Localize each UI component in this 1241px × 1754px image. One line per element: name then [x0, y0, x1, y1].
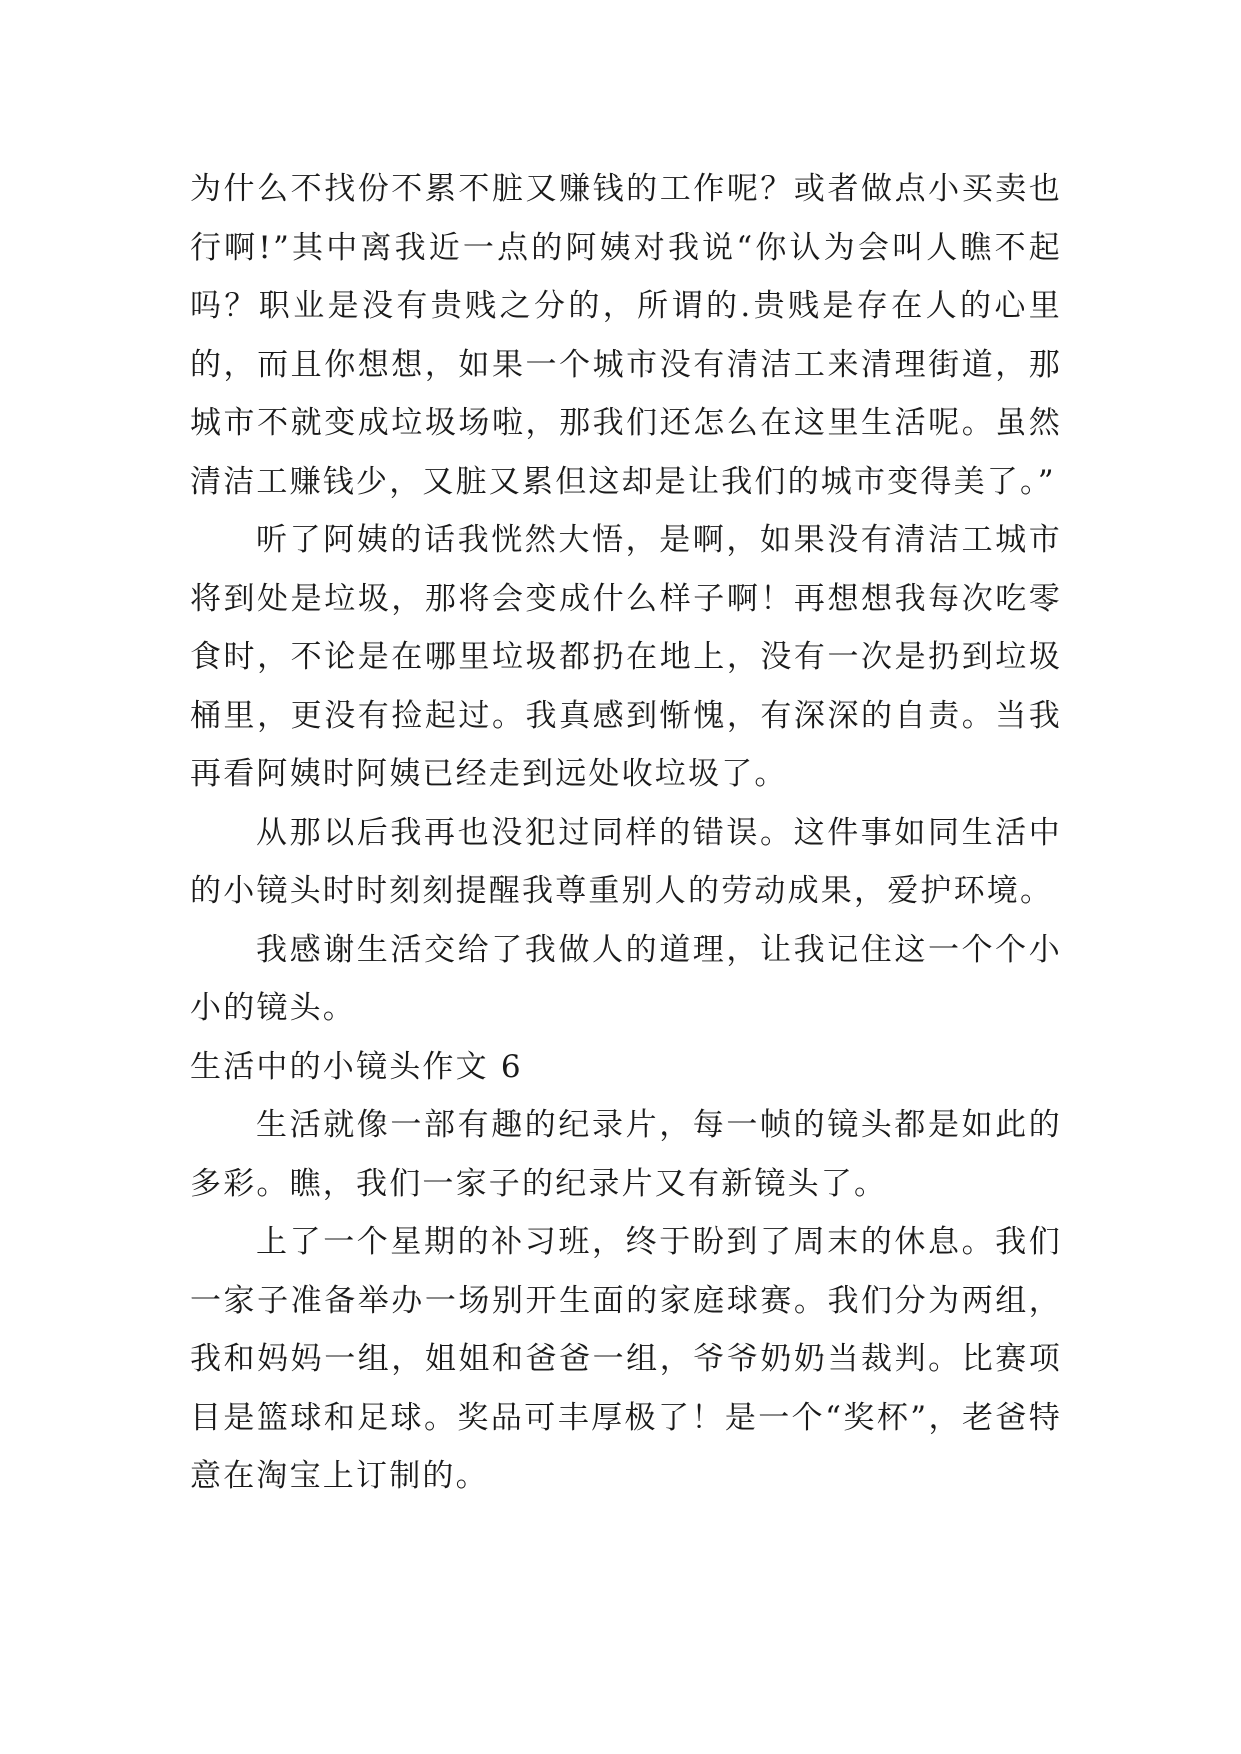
paragraph-1: 为什么不找份不累不脏又赚钱的工作呢？或者做点小买卖也行啊!”其中离我近一点的阿姨对我说“你认为会叫人瞧不起吗？职业是没有贵贱之分的，所谓的.贵贱是存在人的心里的，而且你想想，如果一个城市没有清洁工来清理街道，那城市不就变成垃圾场啦，那我们还怎么在这里生活呢。虽然清洁工赚钱少，又脏又累但这却是让我们的城市变得美了。”	[190, 171, 1062, 500]
document-body	[190, 160, 1062, 1506]
section-title: 生活中的小镜头作文 6	[190, 1048, 523, 1085]
paragraph-3: 从那以后我再也没犯过同样的错误。这件事如同生活中的小镜头时时刻刻提醒我尊重别人的劳动成果，爱护环境。	[190, 814, 1062, 909]
paragraph-2: 听了阿姨的话我恍然大悟，是啊，如果没有清洁工城市将到处是垃圾，那将会变成什么样子啊！再想想我每次吃零食时，不论是在哪里垃圾都扔在地上，没有一次是扔到垃圾桶里，更没有捡起过。我真感到惭愧，有深深的自责。当我再看阿姨时阿姨已经走到远处收垃圾了。	[190, 522, 1062, 792]
paragraph-4: 我感谢生活交给了我做人的道理，让我记住这一个个小小的镜头。	[190, 931, 1062, 1026]
section-paragraph-1: 生活就像一部有趣的纪录片，每一帧的镜头都是如此的多彩。瞧，我们一家子的纪录片又有新镜头了。	[190, 1107, 1062, 1202]
section-paragraph-2: 上了一个星期的补习班，终于盼到了周末的休息。我们一家子准备举办一场别开生面的家庭球赛。我们分为两组，我和妈妈一组，姐姐和爸爸一组，爷爷奶奶当裁判。比赛项目是篮球和足球。奖品可丰厚极了！是一个“奖杯”，老爸特意在淘宝上订制的。	[190, 1224, 1062, 1494]
